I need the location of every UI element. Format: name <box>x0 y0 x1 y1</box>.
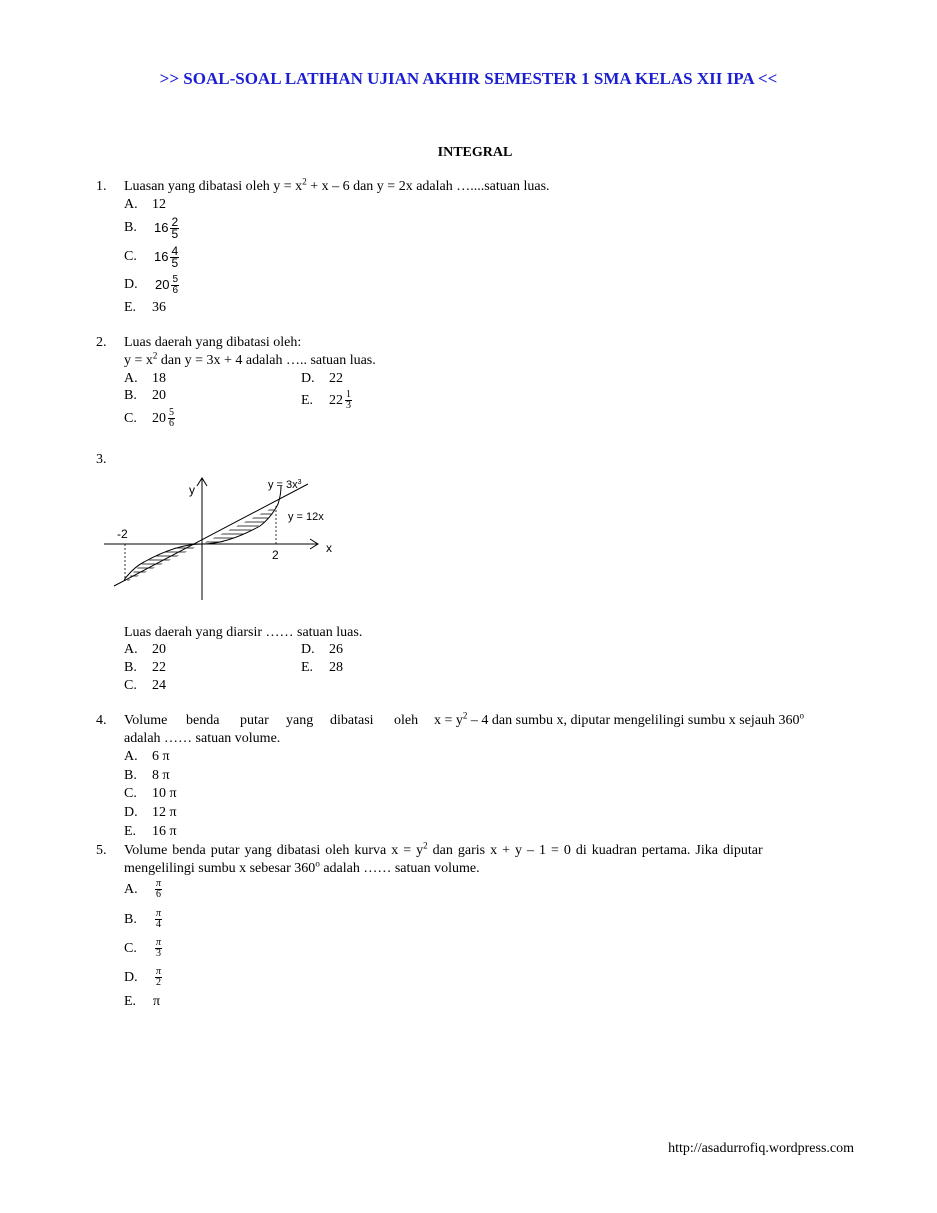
question-number: 3. <box>96 452 107 467</box>
option-value: 36 <box>152 300 166 315</box>
question-number: 5. <box>96 843 107 858</box>
option-value: 24 <box>152 678 166 693</box>
line-label: y = 12x <box>288 511 324 523</box>
option-letter: C. <box>124 786 137 801</box>
option-value: 12 π <box>152 805 177 820</box>
option-letter: D. <box>124 805 138 820</box>
curve-label: $y = 3x^3$ <box>268 479 302 491</box>
question-text: Luas daerah yang dibatasi oleh: <box>124 335 302 350</box>
option-letter: A. <box>124 371 138 386</box>
option-value: 10 π <box>152 786 177 801</box>
option-mixed-fraction: 20 $\frac{5}{6}$ <box>155 274 179 297</box>
question-word: putar <box>240 713 269 728</box>
option-mixed-fraction: 22 $\frac{1}{3}$ <box>329 389 351 412</box>
question-number: 2. <box>96 335 107 350</box>
option-value: 22 <box>329 371 343 386</box>
neg-two-label: -2 <box>117 527 128 541</box>
option-value: 26 <box>329 642 343 657</box>
section-title: INTEGRAL <box>437 145 513 160</box>
option-letter: E. <box>301 393 314 408</box>
option-value: 6 π <box>152 749 170 764</box>
option-fraction: $\frac{\pi}{4}$ <box>156 908 162 931</box>
option-letter: D. <box>301 642 315 657</box>
option-letter: E. <box>124 994 137 1009</box>
option-letter: A. <box>124 642 138 657</box>
option-letter: A. <box>124 882 138 897</box>
option-letter: C. <box>124 678 137 693</box>
option-value: 20 <box>152 388 166 403</box>
question-text: Luas daerah yang diarsir …… satuan luas. <box>124 625 363 640</box>
shaded-region-right <box>202 510 276 542</box>
option-fraction: $\frac{\pi}{6}$ <box>156 878 162 901</box>
question-number: 4. <box>96 713 107 728</box>
question-word: benda <box>186 713 220 728</box>
option-letter: E. <box>124 300 137 315</box>
option-value: 8 π <box>152 768 170 783</box>
question-text: adalah …… satuan volume. <box>124 731 281 746</box>
question-text: Volume benda putar yang dibatasi oleh kurva $x = y^2$ dan garis x + y – 1 = 0 di kuadran pertama. Jika diputar <box>124 840 763 858</box>
option-letter: D. <box>124 970 138 985</box>
page-title: >> SOAL-SOAL LATIHAN UJIAN AKHIR SEMESTER 1 SMA KELAS XII IPA << <box>159 69 778 88</box>
question-number: 1. <box>96 179 107 194</box>
option-letter: B. <box>124 912 137 927</box>
option-letter: A. <box>124 749 138 764</box>
option-value: 22 <box>152 660 166 675</box>
option-value: 12 <box>152 197 166 212</box>
question-word: yang <box>286 713 314 728</box>
option-value: 16 π <box>152 824 177 839</box>
option-value: π <box>153 994 161 1009</box>
option-letter: B. <box>124 220 137 235</box>
option-letter: C. <box>124 411 137 426</box>
question-word: oleh <box>394 713 419 728</box>
option-fraction: $\frac{\pi}{2}$ <box>156 966 162 989</box>
option-mixed-fraction: 16 $\frac{4}{5}$ <box>154 244 179 271</box>
option-mixed-fraction: 20 $\frac{5}{6}$ <box>152 407 174 430</box>
pos-two-label: 2 <box>272 548 279 562</box>
option-value: 18 <box>152 371 166 386</box>
question-word: dibatasi <box>330 713 374 728</box>
option-value: 20 <box>152 642 166 657</box>
option-letter: B. <box>124 768 137 783</box>
option-letter: E. <box>301 660 314 675</box>
option-mixed-fraction: 16 $\frac{2}{5}$ <box>154 215 179 242</box>
option-letter: C. <box>124 941 137 956</box>
option-letter: B. <box>124 660 137 675</box>
option-letter: E. <box>124 824 137 839</box>
option-letter: A. <box>124 197 138 212</box>
integral-area-graph <box>96 472 346 607</box>
option-letter: D. <box>301 371 315 386</box>
y-axis-label: y <box>189 483 195 497</box>
question-text: Luasan yang dibatasi oleh $y = x^2 + x - 6$ dan y = 2x adalah …....satuan luas. <box>124 176 550 194</box>
option-letter: C. <box>124 249 137 264</box>
footer-url: http://asadurrofiq.wordpress.com <box>668 1141 854 1156</box>
option-letter: D. <box>124 277 138 292</box>
question-word: Volume <box>124 713 168 728</box>
question-text: $x = y^2 - 4$ dan sumbu x, diputar mengelilingi sumbu x sejauh 360$^o$ <box>434 710 804 728</box>
option-value: 28 <box>329 660 343 675</box>
question-text: mengelilingi sumbu x sebesar 360$^o$ adalah …… satuan volume. <box>124 858 480 876</box>
option-letter: B. <box>124 388 137 403</box>
option-fraction: $\frac{\pi}{3}$ <box>156 937 162 960</box>
x-axis-label: x <box>326 541 332 555</box>
question-text: $y = x^2$ dan y = 3x + 4 adalah ….. satuan luas. <box>124 350 376 368</box>
